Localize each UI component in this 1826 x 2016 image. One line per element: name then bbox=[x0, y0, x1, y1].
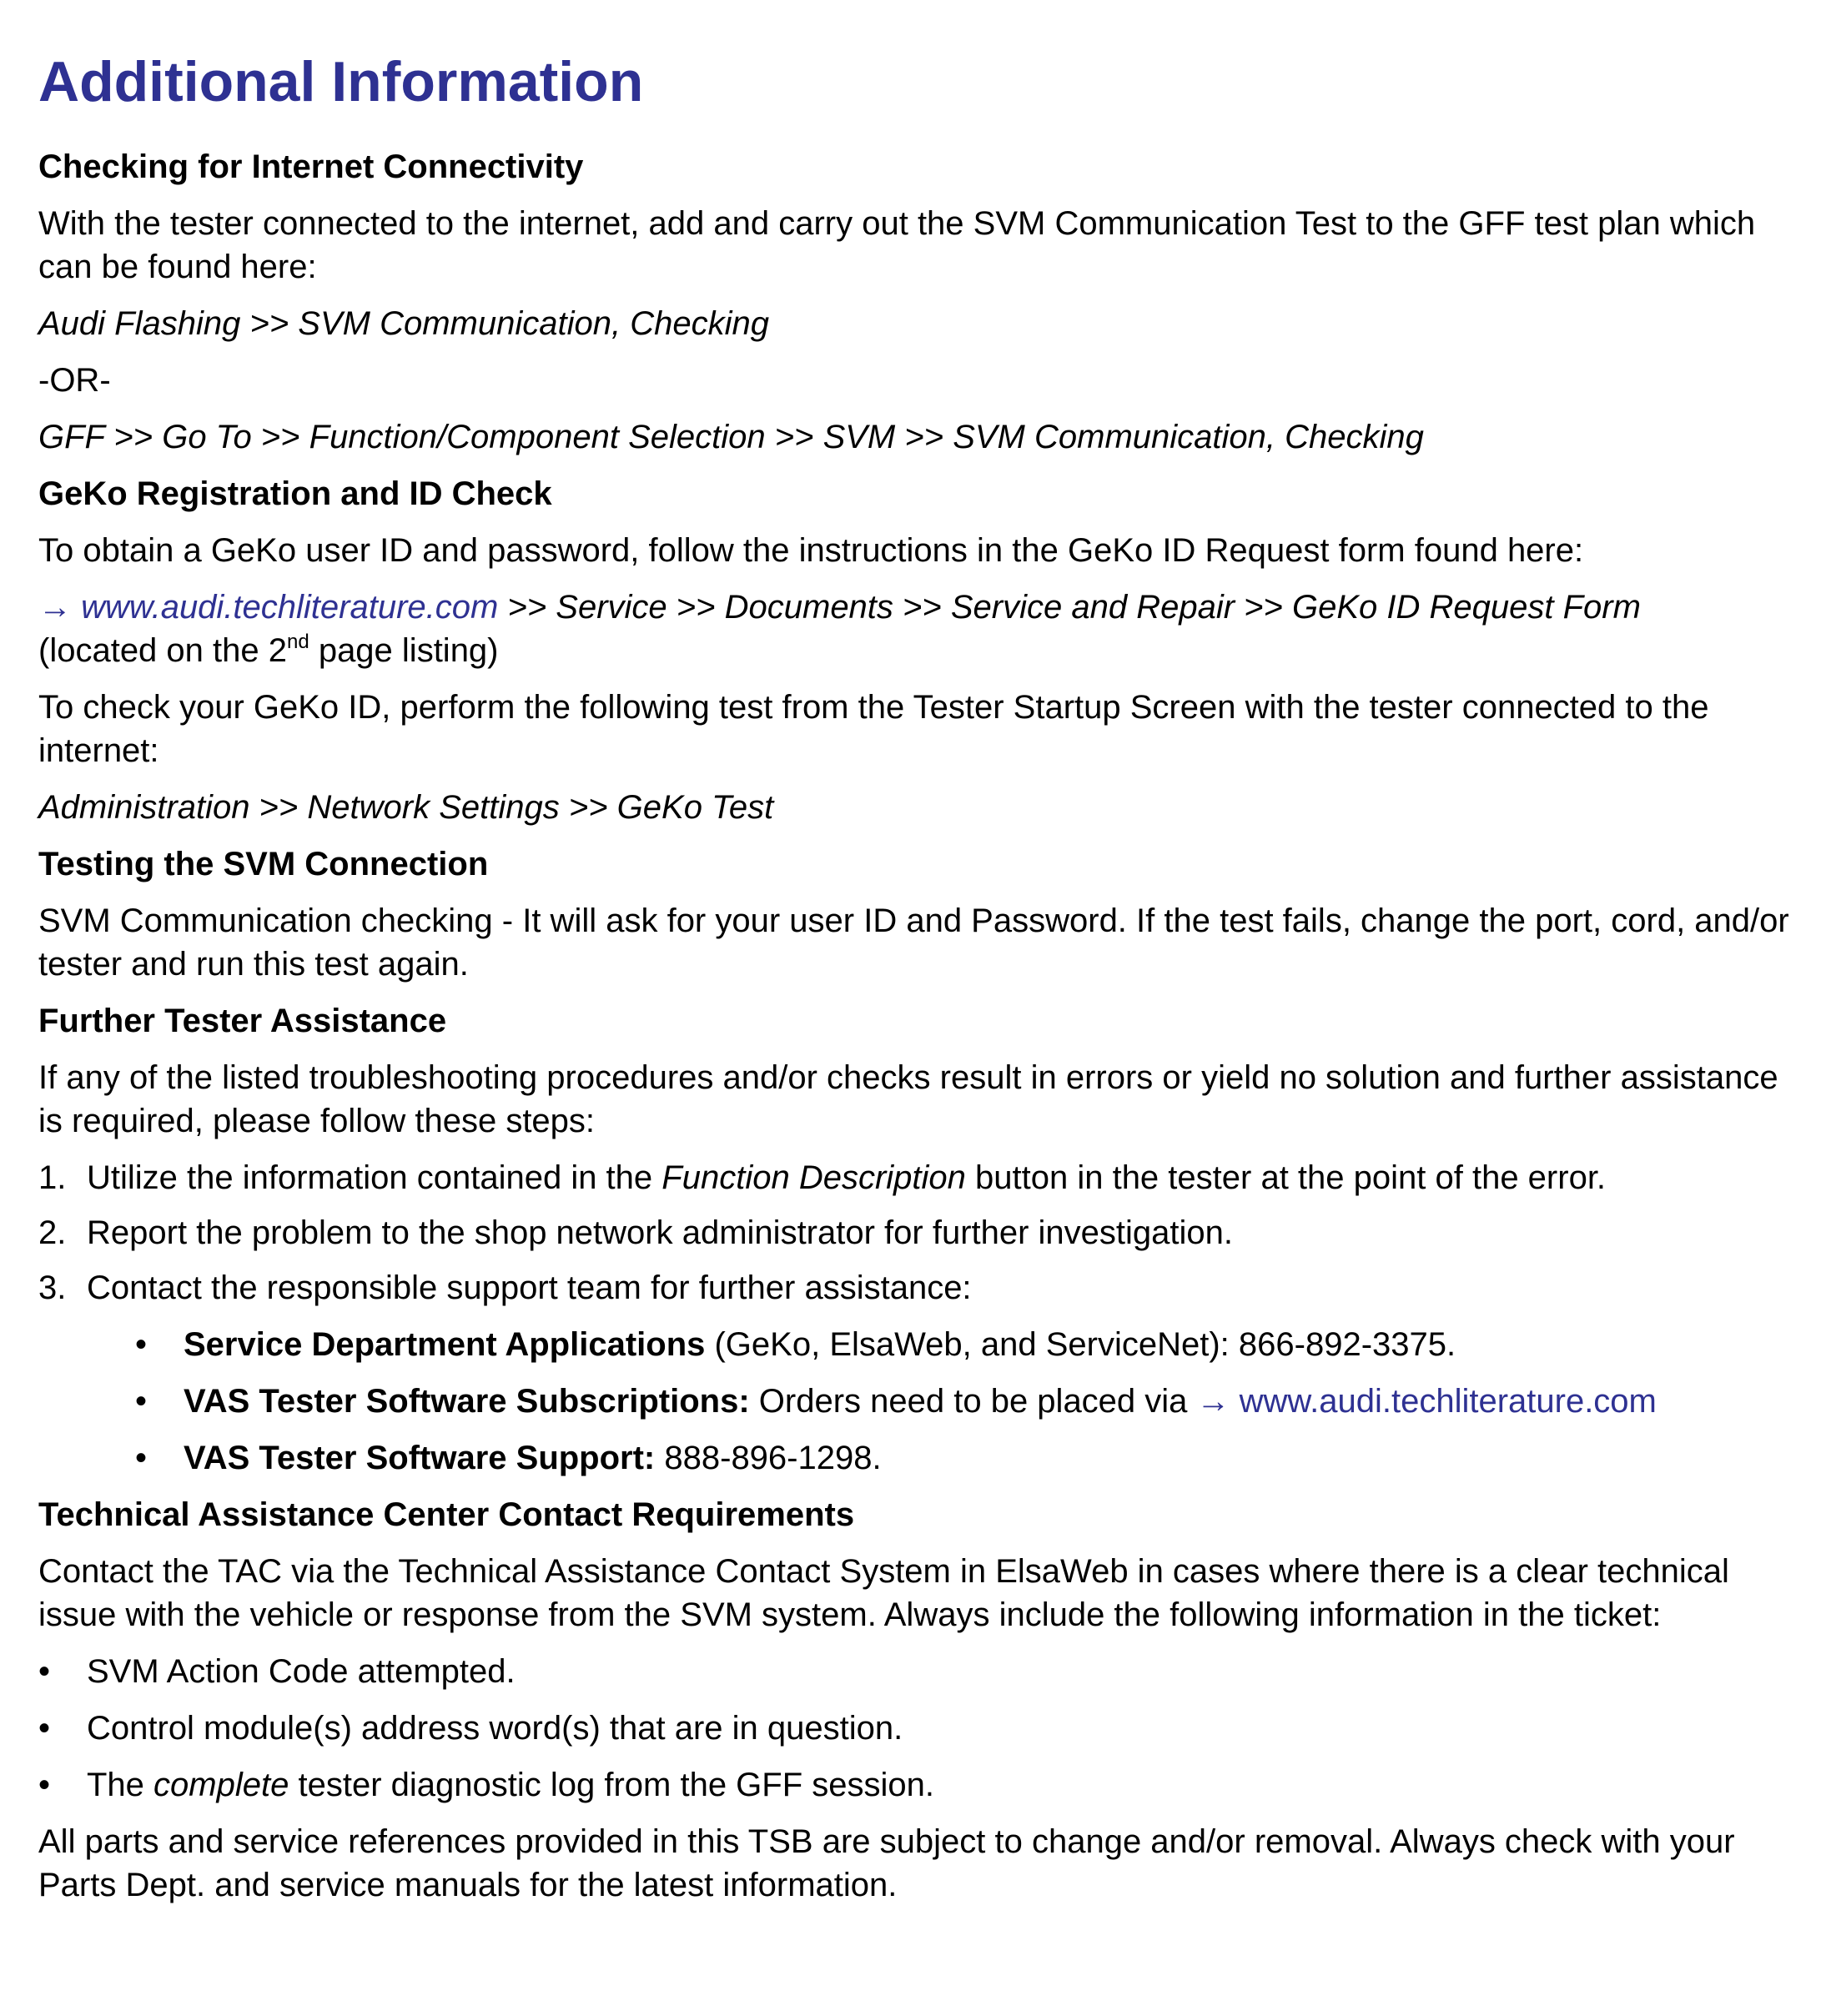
tac-requirements bbox=[38, 1650, 1793, 1807]
techliterature-link-text: www.audi.techliterature.com bbox=[1230, 1383, 1657, 1420]
arrow-right-icon: → bbox=[1196, 1383, 1230, 1420]
techliterature-link-text: www.audi.techliterature.com bbox=[81, 589, 499, 626]
item-emphasis: complete bbox=[153, 1767, 289, 1803]
section-heading-assistance: Further Tester Assistance bbox=[38, 1003, 447, 1039]
geko-link-paragraph bbox=[38, 586, 1793, 672]
list-item bbox=[87, 1436, 1793, 1480]
located-sup: nd bbox=[287, 631, 309, 653]
located-pre: (located on the 2 bbox=[38, 632, 287, 669]
section-heading-svm: Testing the SVM Connection bbox=[38, 846, 489, 882]
geko-intro: To obtain a GeKo user ID and password, follow the instructions in the GeKo ID Request form found here: bbox=[38, 532, 1584, 569]
geko-form-path: >> Service >> Documents >> Service and Repair >> GeKo ID Request Form bbox=[498, 589, 1641, 626]
or-separator: -OR- bbox=[38, 362, 111, 399]
step-text: Utilize the information contained in the bbox=[87, 1159, 662, 1196]
bullet-icon: • bbox=[135, 1383, 148, 1420]
assistance-intro: If any of the listed troubleshooting procedures and/or checks result in errors or yield no solution and further assistance is required, please follow these steps: bbox=[38, 1059, 1778, 1139]
bullet-icon: • bbox=[135, 1326, 148, 1363]
item-text: SVM Action Code attempted. bbox=[87, 1653, 516, 1690]
contact-label: VAS Tester Software Support: bbox=[184, 1440, 656, 1476]
geko-check: To check your GeKo ID, perform the following test from the Tester Startup Screen with the tester connected to the internet: bbox=[38, 689, 1709, 769]
assistance-steps bbox=[38, 1156, 1793, 1480]
list-item bbox=[38, 1156, 1793, 1199]
located-post: page listing) bbox=[309, 632, 499, 669]
list-item bbox=[87, 1323, 1793, 1366]
section-heading-tac: Technical Assistance Center Contact Requirements bbox=[38, 1496, 855, 1533]
step-text: Report the problem to the shop network administrator for further investigation. bbox=[87, 1214, 1234, 1251]
svm-body: SVM Communication checking - It will ask for your user ID and Password. If the test fails, change the port, cord, and/or tester and run this test again. bbox=[38, 902, 1789, 983]
step-emphasis: Function Description bbox=[661, 1159, 966, 1196]
step-text: Contact the responsible support team for further assistance: bbox=[87, 1269, 972, 1306]
list-item bbox=[38, 1650, 1793, 1693]
contact-label: VAS Tester Software Subscriptions: bbox=[184, 1383, 750, 1420]
step-number: 2. bbox=[38, 1214, 67, 1251]
list-item bbox=[38, 1707, 1793, 1750]
list-item bbox=[38, 1763, 1793, 1807]
item-text: tester diagnostic log from the GFF session. bbox=[289, 1767, 935, 1803]
contact-detail: 888-896-1298. bbox=[655, 1440, 882, 1476]
tac-intro: Contact the TAC via the Technical Assistance Contact System in ElsaWeb in cases where there is a clear technical issue with the vehicle or response from the SVM system. Always include the following information in the ticket: bbox=[38, 1553, 1729, 1633]
footer-note: All parts and service references provided in this TSB are subject to change and/or removal. Always check with your Parts Dept. and service manuals for the latest information. bbox=[38, 1823, 1735, 1903]
list-item bbox=[38, 1211, 1793, 1254]
internet-intro: With the tester connected to the internet, add and carry out the SVM Communication Test to the GFF test plan which can be found here: bbox=[38, 205, 1756, 285]
bullet-icon: • bbox=[38, 1767, 51, 1803]
contact-detail: (GeKo, ElsaWeb, and ServiceNet): 866-892-3375. bbox=[705, 1326, 1456, 1363]
step-number: 3. bbox=[38, 1269, 67, 1306]
step-text: button in the tester at the point of the error. bbox=[965, 1159, 1607, 1196]
path-audi-flashing: Audi Flashing >> SVM Communication, Checking bbox=[38, 305, 769, 342]
section-heading-internet: Checking for Internet Connectivity bbox=[38, 148, 584, 185]
techliterature-link[interactable] bbox=[38, 589, 498, 626]
contact-label: Service Department Applications bbox=[184, 1326, 706, 1363]
bullet-icon: • bbox=[38, 1710, 51, 1747]
bullet-icon: • bbox=[38, 1653, 51, 1690]
step-number: 1. bbox=[38, 1159, 67, 1196]
support-contacts bbox=[87, 1323, 1793, 1480]
item-text: Control module(s) address word(s) that are in question. bbox=[87, 1710, 903, 1747]
page-title: Additional Information bbox=[38, 50, 644, 113]
path-geko-test: Administration >> Network Settings >> GeKo Test bbox=[38, 789, 774, 826]
techliterature-link[interactable] bbox=[1197, 1383, 1657, 1420]
arrow-right-icon: → bbox=[38, 589, 72, 626]
contact-detail: Orders need to be placed via bbox=[749, 1383, 1197, 1420]
bullet-icon: • bbox=[135, 1440, 148, 1476]
section-heading-geko: GeKo Registration and ID Check bbox=[38, 475, 552, 512]
list-item bbox=[38, 1266, 1793, 1480]
path-gff: GFF >> Go To >> Function/Component Selection >> SVM >> SVM Communication, Checking bbox=[38, 419, 1424, 455]
item-text: The bbox=[87, 1767, 154, 1803]
list-item bbox=[87, 1380, 1793, 1423]
